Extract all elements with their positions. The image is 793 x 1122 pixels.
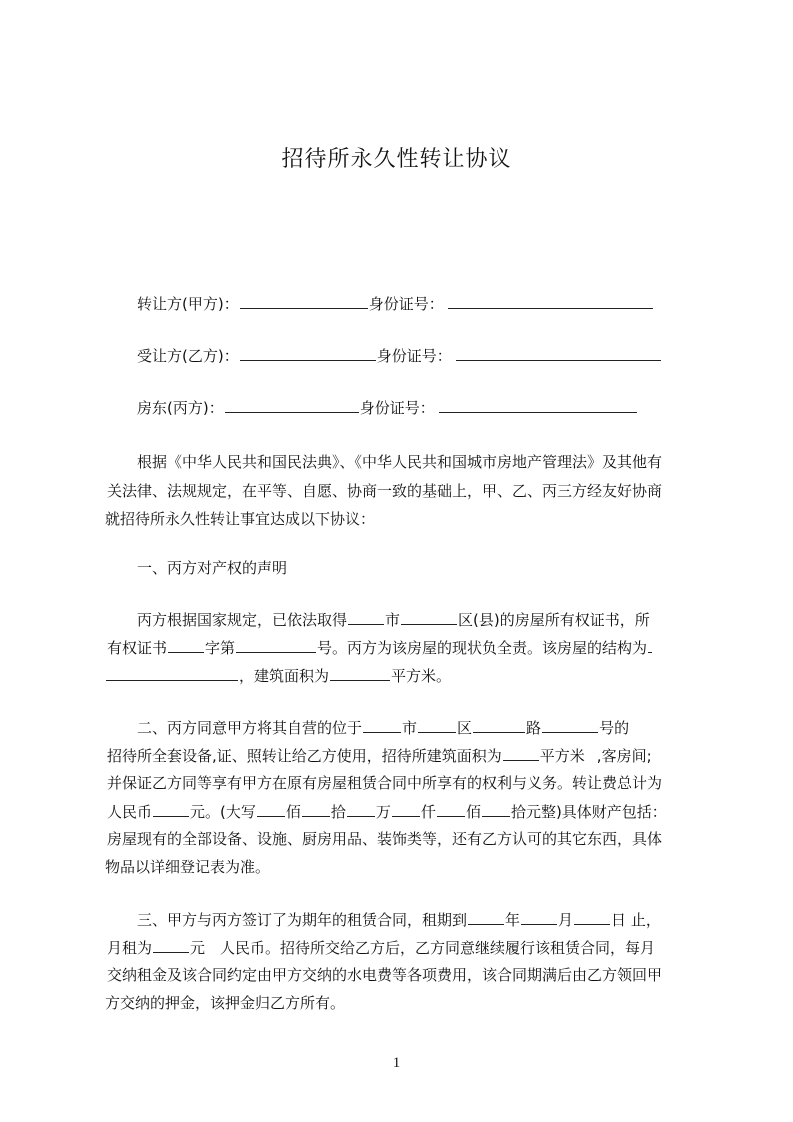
cert-prefix-blank[interactable] — [168, 637, 204, 653]
section-2-line-3: 并保证乙方同等享有甲方在原有房屋租赁合同中所享有的权利与义务。转让费总计为 — [107, 774, 663, 792]
section-1-line-2 — [107, 637, 653, 658]
section-1-line-1 — [137, 609, 650, 630]
party-label: 受让方(乙方)： — [137, 347, 239, 365]
text: 丙方根据国家规定，已依法取得 — [137, 611, 348, 629]
text: 二、丙方同意甲方将其自营的位于 — [137, 719, 363, 737]
amount-blank[interactable] — [437, 801, 465, 817]
document-title: 招待所永久性转让协议 — [281, 147, 512, 172]
district-blank[interactable] — [401, 609, 457, 625]
section-3-line-3: 交纳租金及该合同约定由甲方交纳的水电费等各项费用，该合同期满后由乙方领回甲 — [107, 966, 663, 984]
month-blank[interactable] — [521, 909, 557, 925]
fee-blank[interactable] — [153, 801, 189, 817]
section-3-line-4: 方交纳的押金，该押金归乙方所有。 — [105, 994, 346, 1012]
party-transferee-line — [137, 345, 662, 366]
section-2-line-2 — [107, 745, 652, 766]
page-number: 1 — [392, 1055, 401, 1071]
cert-number-blank[interactable] — [236, 637, 316, 653]
text: 佰 — [465, 803, 481, 821]
amount-blank[interactable] — [257, 801, 285, 817]
id-label: 身份证号： — [376, 347, 452, 365]
party-transferor-line — [137, 293, 654, 314]
text: 元 人民币。招待所交给乙方后，乙方同意继续履行该租赁合同，每月 — [190, 939, 656, 957]
text: 平方米。 — [391, 667, 452, 685]
text: 年 — [505, 911, 521, 929]
text: 拾元整)具体财产包括： — [510, 803, 667, 821]
text: 区 — [457, 719, 473, 737]
section-2-line-6: 物品以详细登记表为准。 — [105, 858, 271, 876]
text: 三、甲方与丙方签订了为期年的租赁合同，租期到 — [137, 911, 468, 929]
text: 号的 — [599, 719, 630, 737]
amount-blank[interactable] — [392, 801, 420, 817]
road-blank[interactable] — [473, 717, 525, 733]
name-blank[interactable] — [240, 293, 368, 309]
party-label: 转让方(甲方)： — [137, 295, 239, 313]
section-3-line-2 — [107, 937, 655, 958]
text: 万 — [375, 803, 391, 821]
section-2-line-5: 房屋现有的全部设备、设施、厨房用品、装饰类等，还有乙方认可的其它东西，具体 — [107, 830, 663, 848]
preamble-line-3: 就招待所永久性转让事宜达成以下协议： — [105, 510, 376, 528]
year-blank[interactable] — [468, 909, 504, 925]
id-blank[interactable] — [448, 293, 653, 309]
text: 佰 — [285, 803, 301, 821]
name-blank[interactable] — [240, 345, 376, 361]
rent-blank[interactable] — [153, 937, 189, 953]
text: 平方米 — [539, 747, 585, 765]
city-blank[interactable] — [348, 609, 384, 625]
city-blank[interactable] — [363, 717, 401, 733]
structure-blank[interactable] — [106, 665, 238, 681]
party-label: 房东(丙方)： — [137, 399, 224, 417]
text: ，建筑面积为 — [239, 667, 330, 685]
party-landlord-line — [137, 397, 638, 418]
text: 月 — [558, 911, 574, 929]
section-2-line-1 — [137, 717, 629, 738]
text: 招待所全套设备,证、照转让给乙方使用，招待所建筑面积为 — [107, 747, 502, 765]
text: 字第 — [205, 639, 236, 657]
text: 日 止， — [611, 911, 661, 929]
section-2-line-4 — [107, 801, 667, 822]
preamble-line-2: 关法律、法规规定，在平等、自愿、协商一致的基础上，甲、乙、丙三方经友好协商 — [107, 482, 663, 500]
text: 仟 — [420, 803, 436, 821]
preamble-line-1: 根据《中华人民共和国民法典》、《中华人民共和国城市房地产管理法》及其他有 — [137, 453, 663, 471]
area-blank[interactable] — [330, 665, 390, 681]
name-blank[interactable] — [225, 397, 359, 413]
id-blank[interactable] — [439, 397, 637, 413]
text: 拾 — [330, 803, 346, 821]
text: 市 — [385, 611, 401, 629]
text: 人民币 — [107, 803, 153, 821]
amount-blank[interactable] — [302, 801, 330, 817]
day-blank[interactable] — [574, 909, 610, 925]
text: 元。(大写 — [190, 803, 256, 821]
text: 月租为 — [107, 939, 153, 957]
amount-blank[interactable] — [347, 801, 375, 817]
section-1-line-3 — [105, 665, 451, 686]
id-label: 身份证号： — [368, 295, 444, 313]
text: 市 — [402, 719, 418, 737]
text: 路 — [526, 719, 542, 737]
id-label: 身份证号： — [359, 399, 435, 417]
text: 号。丙方为该房屋的现状负全责。该房屋的结构为 — [317, 639, 648, 657]
text: 区(县)的房屋所有权证书，所 — [458, 611, 650, 629]
id-blank[interactable] — [456, 345, 661, 361]
area-blank[interactable] — [503, 745, 539, 761]
amount-blank[interactable] — [482, 801, 510, 817]
number-blank[interactable] — [542, 717, 598, 733]
text: 有权证书 — [107, 639, 168, 657]
structure-blank-start[interactable] — [648, 637, 652, 653]
district-blank[interactable] — [418, 717, 456, 733]
text: ,客房间; — [596, 747, 652, 765]
section-3-line-1 — [137, 909, 661, 930]
section-1-heading: 一、丙方对产权的声明 — [137, 559, 288, 577]
